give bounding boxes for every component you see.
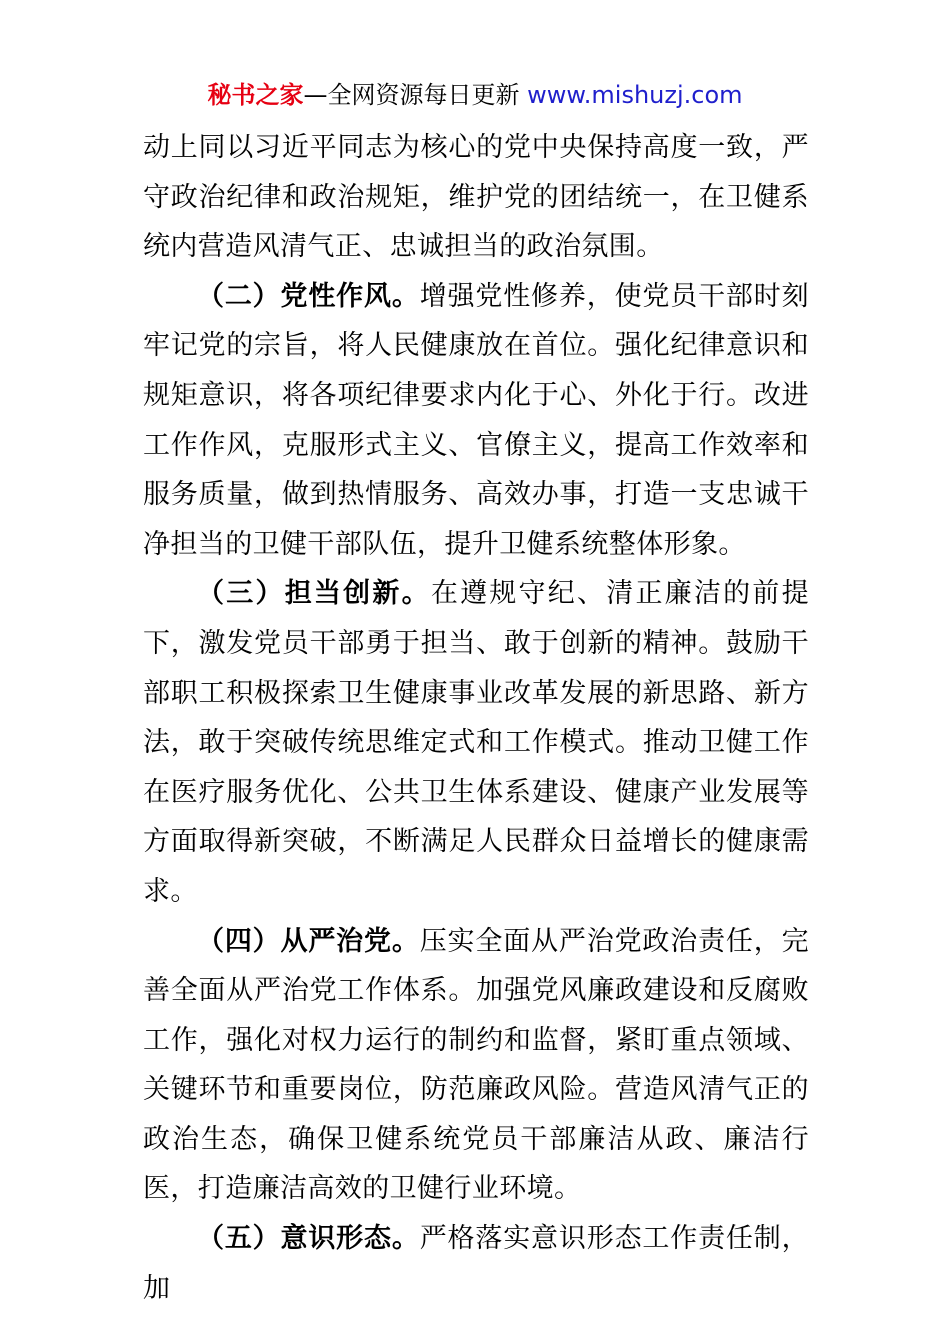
- paragraph-continued: [143, 123, 809, 272]
- document-body: [143, 123, 809, 1313]
- site-url-link[interactable]: www.mishuzj.com: [527, 81, 743, 109]
- paragraph-text: 严格落实意识形态工作责任制，加: [143, 1223, 809, 1304]
- section-heading: （三）担当创新。: [197, 578, 431, 610]
- header-slogan: —全网资源每日更新: [303, 81, 520, 109]
- paragraph-party-style: [143, 272, 809, 570]
- paragraph-text: 压实全面从严治党政治责任，完善全面从严治党工作体系。加强党风廉政建设和反腐败工作，强化对权力运行的制约和监督，紧盯重点领域、关键环节和重要岗位，防范廉政风险。营造风清气正的政治生态，确保卫健系统党员干部廉洁从政、廉洁行医，打造廉洁高效的卫健行业环境。: [143, 925, 809, 1205]
- section-heading: （五）意识形态。: [197, 1223, 420, 1255]
- watermark-header: [0, 78, 950, 112]
- brand-name: 秘书之家: [207, 81, 304, 109]
- paragraph-ideology: [143, 1214, 809, 1313]
- paragraph-strict-governance: [143, 917, 809, 1215]
- paragraph-text: 在遵规守纪、清正廉洁的前提下，激发党员干部勇于担当、敢于创新的精神。鼓励干部职工积极探索卫生健康事业改革发展的新思路、新方法，敢于突破传统思维定式和工作模式。推动卫健工作在医疗服务优化、公共卫生体系建设、健康产业发展等方面取得新突破，不断满足人民群众日益增长的健康需求。: [143, 578, 809, 907]
- paragraph-text: 动上同以习近平同志为核心的党中央保持高度一致，严守政治纪律和政治规矩，维护党的团结统一，在卫健系统内营造风清气正、忠诚担当的政治氛围。: [143, 132, 809, 263]
- section-heading: （四）从严治党。: [197, 925, 420, 957]
- paragraph-text: 增强党性修养，使党员干部时刻牢记党的宗旨，将人民健康放在首位。强化纪律意识和规矩意识，将各项纪律要求内化于心、外化于行。改进工作作风，克服形式主义、官僚主义，提高工作效率和服务质量，做到热情服务、高效办事，打造一支忠诚干净担当的卫健干部队伍，提升卫健系统整体形象。: [143, 280, 809, 560]
- paragraph-innovation: [143, 569, 809, 916]
- section-heading: （二）党性作风。: [197, 280, 420, 312]
